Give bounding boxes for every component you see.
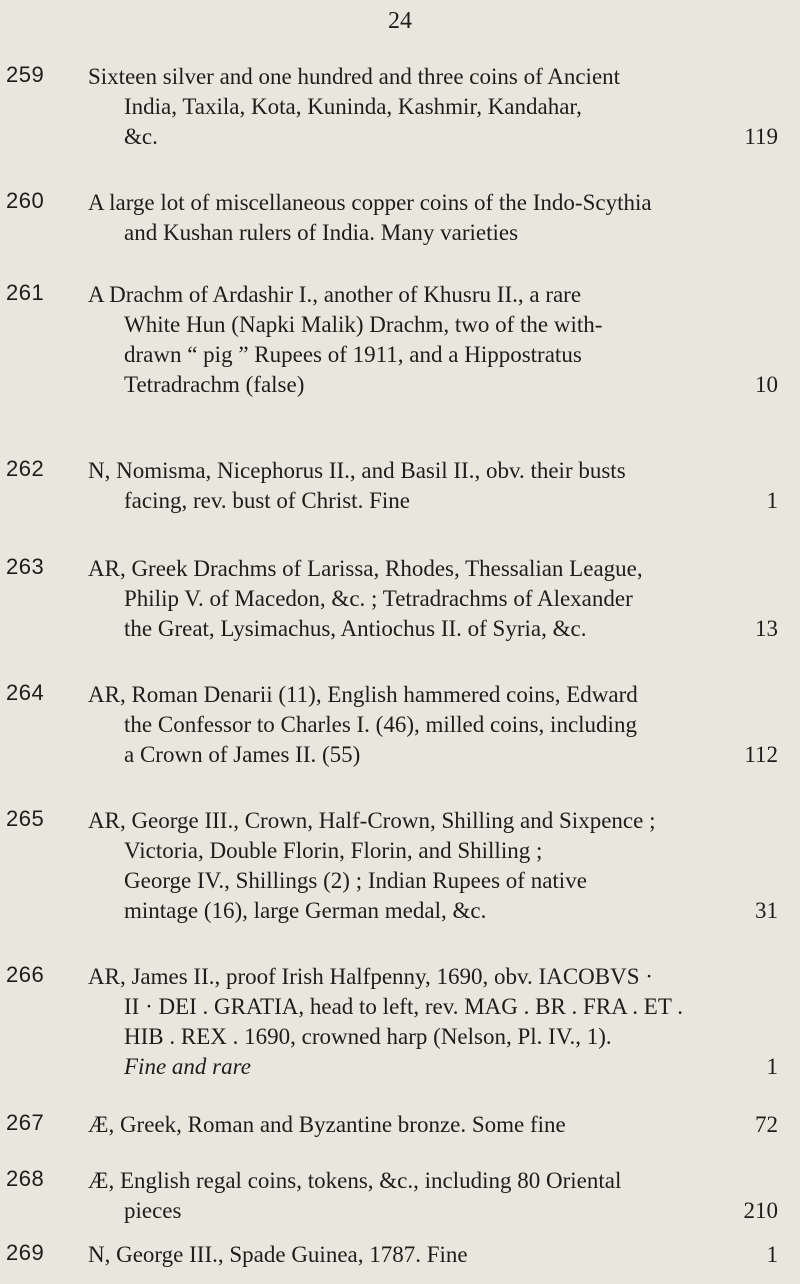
lot-line-last xyxy=(88,896,788,926)
lot-line: drawn “ pig ” Rupees of 1911, and a Hippostratus xyxy=(124,342,582,367)
lot-line: and Kushan rulers of India. Many varieties xyxy=(124,220,519,245)
lot-number: 266 xyxy=(6,962,45,987)
lot-price: 10 xyxy=(755,372,778,397)
lot-line: AR, Roman Denarii (11), English hammered coins, Edward xyxy=(88,682,638,707)
lot-price: 31 xyxy=(755,898,778,923)
lot-line-last xyxy=(88,1052,788,1082)
lot-line-text: pieces xyxy=(124,1198,182,1223)
lot-price: 119 xyxy=(744,124,778,149)
lot-number: 260 xyxy=(6,188,45,213)
lot-description xyxy=(88,456,788,516)
lot-line-text: a Crown of James II. (55) xyxy=(124,742,361,767)
lot-line-text: the Great, Lysimachus, Antiochus II. of Syria, &c. xyxy=(124,616,587,641)
lot-line-last xyxy=(88,486,788,516)
lot-description xyxy=(88,806,788,926)
lot-description xyxy=(88,680,788,770)
lot-line: HIB . REX . 1690, crowned harp (Nelson, Pl. IV., 1). xyxy=(124,1024,612,1049)
lot-line: A large lot of miscellaneous copper coins of the Indo-Scythia xyxy=(88,190,652,215)
lot-number: 261 xyxy=(6,280,45,305)
lot-number: 263 xyxy=(6,554,45,579)
lot-line-last xyxy=(88,1240,788,1270)
lot-line: AR, George III., Crown, Half-Crown, Shilling and Sixpence ; xyxy=(88,808,656,833)
lot-description xyxy=(88,1166,788,1226)
lot-line: AR, James II., proof Irish Halfpenny, 1690, obv. IACOBVS · xyxy=(88,964,653,989)
lot-line: Victoria, Double Florin, Florin, and Shilling ; xyxy=(124,838,543,863)
page-number: 24 xyxy=(388,8,412,34)
lot-line-last xyxy=(88,370,788,400)
lot-line: A Drachm of Ardashir I., another of Khusru II., a rare xyxy=(88,282,582,307)
lot-line-text: facing, rev. bust of Christ. Fine xyxy=(124,488,410,513)
lot-line-text: &c. xyxy=(124,124,158,149)
lot-price: 210 xyxy=(743,1198,778,1223)
lot-number: 268 xyxy=(6,1166,45,1191)
lot-line-text: Tetradrachm (false) xyxy=(124,372,305,397)
lot-line: George IV., Shillings (2) ; Indian Rupees of native xyxy=(124,868,587,893)
lot-number: 269 xyxy=(6,1240,45,1265)
lot-line: AR, Greek Drachms of Larissa, Rhodes, Thessalian League, xyxy=(88,556,643,581)
lot-line-text: Æ, Greek, Roman and Byzantine bronze. Some fine xyxy=(88,1112,566,1137)
lot-description xyxy=(88,188,788,248)
lot-line: India, Taxila, Kota, Kuninda, Kashmir, Kandahar, xyxy=(124,94,582,119)
lot-line: N, Nomisma, Nicephorus II., and Basil II., obv. their busts xyxy=(88,458,626,483)
lot-line: Æ, English regal coins, tokens, &c., including 80 Oriental xyxy=(88,1168,622,1193)
lot-number: 267 xyxy=(6,1110,45,1135)
lot-number: 265 xyxy=(6,806,45,831)
lot-description xyxy=(88,280,788,400)
lot-number: 262 xyxy=(6,456,45,481)
lot-line-last xyxy=(88,740,788,770)
lot-price: 1 xyxy=(766,1242,778,1267)
lot-line-last xyxy=(88,1110,788,1140)
lot-description xyxy=(88,1240,788,1270)
lot-line: the Confessor to Charles I. (46), milled coins, including xyxy=(124,712,637,737)
lot-number: 259 xyxy=(6,62,45,87)
lot-price: 13 xyxy=(755,616,778,641)
lot-description xyxy=(88,62,788,152)
lot-line: Philip V. of Macedon, &c. ; Tetradrachms of Alexander xyxy=(124,586,633,611)
lot-line: II · DEI . GRATIA, head to left, rev. MAG . BR . FRA . ET . xyxy=(124,994,683,1019)
lot-line-last xyxy=(88,1196,788,1226)
lot-line-text: N, George III., Spade Guinea, 1787. Fine xyxy=(88,1242,468,1267)
lot-description xyxy=(88,962,788,1082)
lot-description xyxy=(88,1110,788,1140)
lot-price: 72 xyxy=(755,1112,778,1137)
lot-price: 112 xyxy=(744,742,778,767)
lot-line-last xyxy=(88,614,788,644)
lot-number: 264 xyxy=(6,680,45,705)
lot-line-text: Fine and rare xyxy=(124,1054,251,1079)
lot-line: Sixteen silver and one hundred and three coins of Ancient xyxy=(88,64,621,89)
lot-line: White Hun (Napki Malik) Drachm, two of the with- xyxy=(124,312,603,337)
lot-line-last xyxy=(88,122,788,152)
lot-line-text: mintage (16), large German medal, &c. xyxy=(124,898,487,923)
lot-price: 1 xyxy=(766,1054,778,1079)
lot-description xyxy=(88,554,788,644)
lot-price: 1 xyxy=(766,488,778,513)
